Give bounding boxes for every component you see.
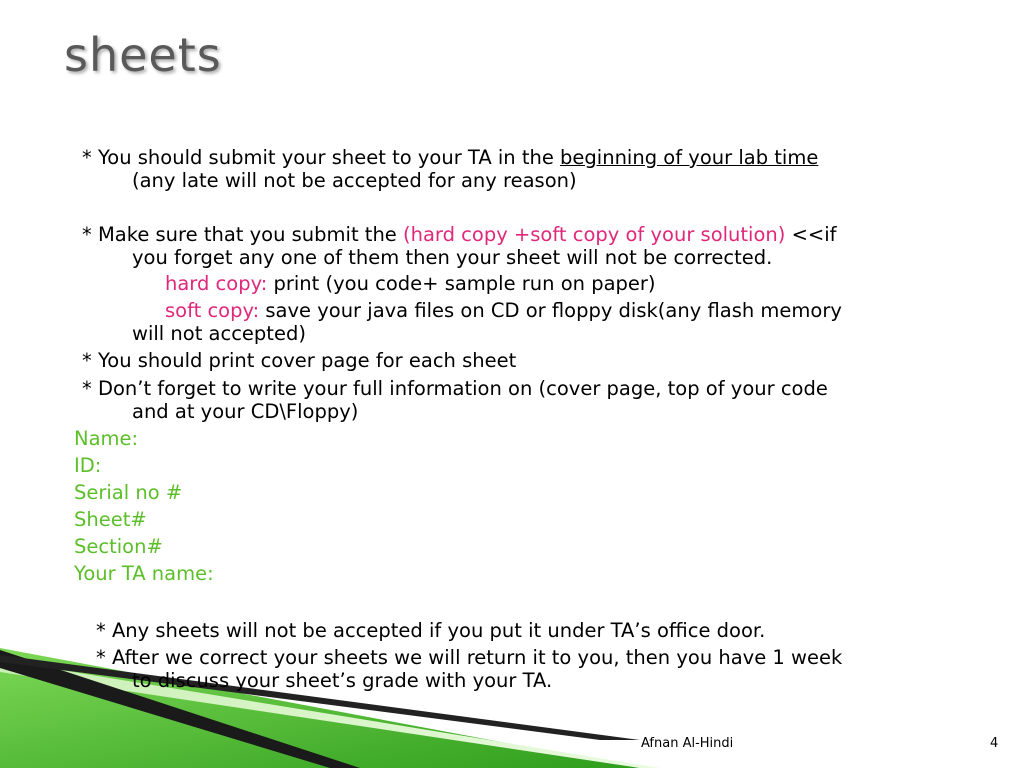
field-sheet: Sheet# bbox=[74, 508, 147, 531]
field-id: ID: bbox=[74, 454, 102, 477]
hard-copy-line bbox=[165, 273, 656, 295]
field-ta-name: Your TA name: bbox=[74, 562, 214, 585]
paragraph-full-info: * Don’t forget to write your full information on (cover page, top of your code bbox=[82, 377, 828, 400]
paragraph-submit-time-line2: (any late will not be accepted for any reason) bbox=[132, 169, 577, 192]
text: * Make sure that you submit the bbox=[82, 223, 403, 246]
paragraph-submit-time bbox=[82, 147, 818, 169]
paragraph-copies-line2: you forget any one of them then your sheet will not be corrected. bbox=[132, 246, 773, 269]
underlined-text: beginning of your lab time bbox=[560, 146, 819, 169]
soft-copy-line bbox=[165, 300, 842, 322]
field-name: Name: bbox=[74, 427, 139, 450]
page-number: 4 bbox=[990, 736, 999, 751]
paragraph-copies bbox=[82, 224, 837, 246]
soft-copy-line2: will not accepted) bbox=[132, 322, 306, 345]
soft-copy-label: soft copy: bbox=[165, 299, 260, 322]
paragraph-office-door: * Any sheets will not be accepted if you put it under TA’s office door. bbox=[96, 619, 766, 642]
hard-copy-label: hard copy: bbox=[165, 272, 268, 295]
paragraph-return-line2: to discuss your sheet’s grade with your TA. bbox=[132, 669, 553, 692]
text: <<if bbox=[785, 223, 837, 246]
footer-author: Afnan Al-Hindi bbox=[641, 736, 734, 751]
slide-title: sheets bbox=[64, 28, 222, 82]
field-serial-no: Serial no # bbox=[74, 481, 183, 504]
text: save your java files on CD or floppy disk(any flash memory bbox=[259, 299, 842, 322]
text: print (you code+ sample run on paper) bbox=[267, 272, 656, 295]
highlight-text: (hard copy +soft copy of your solution) bbox=[403, 223, 786, 246]
paragraph-full-info-line2: and at your CD\Floppy) bbox=[132, 400, 359, 423]
paragraph-cover-page: * You should print cover page for each sheet bbox=[82, 349, 517, 372]
field-section: Section# bbox=[74, 535, 163, 558]
paragraph-return: * After we correct your sheets we will return it to you, then you have 1 week bbox=[96, 646, 843, 669]
text: * You should submit your sheet to your TA in the bbox=[82, 146, 561, 169]
